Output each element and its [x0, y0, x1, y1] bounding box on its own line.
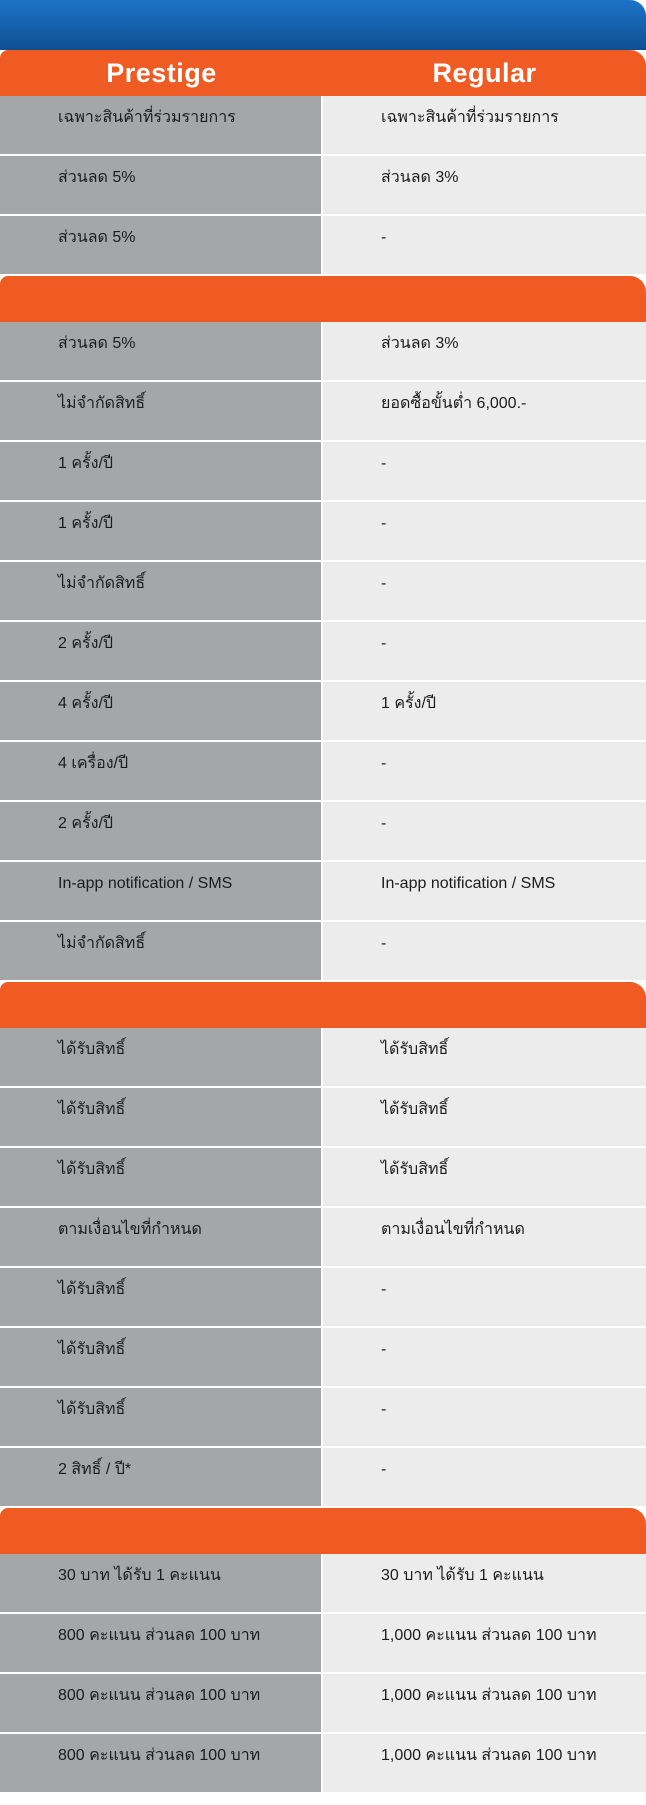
- table-row: [0, 1554, 646, 1614]
- section-bar-4: [0, 1508, 646, 1554]
- prestige-cell: ส่วนลด 5%: [0, 322, 321, 380]
- prestige-cell: 30 บาท ได้รับ 1 คะแนน: [0, 1554, 321, 1612]
- regular-cell: ส่วนลด 3%: [323, 156, 646, 214]
- tier-header: [0, 50, 646, 96]
- table-row: [0, 156, 646, 216]
- prestige-cell: ไม่จำกัดสิทธิ์: [0, 562, 321, 620]
- table-row: [0, 562, 646, 622]
- prestige-cell: 1 ครั้ง/ปี: [0, 502, 321, 560]
- table-row: [0, 1448, 646, 1508]
- regular-cell: ได้รับสิทธิ์: [323, 1088, 646, 1146]
- table-row: [0, 622, 646, 682]
- table-row: [0, 382, 646, 442]
- regular-cell: เฉพาะสินค้าที่ร่วมรายการ: [323, 96, 646, 154]
- prestige-cell: 800 คะแนน ส่วนลด 100 บาท: [0, 1614, 321, 1672]
- prestige-cell: ตามเงื่อนไขที่กำหนด: [0, 1208, 321, 1266]
- top-banner: [0, 0, 646, 50]
- prestige-cell: เฉพาะสินค้าที่ร่วมรายการ: [0, 96, 321, 154]
- regular-cell: 1,000 คะแนน ส่วนลด 100 บาท: [323, 1614, 646, 1672]
- table-row: [0, 1614, 646, 1674]
- table-row: [0, 1674, 646, 1734]
- table-row: [0, 216, 646, 276]
- table-row: [0, 682, 646, 742]
- prestige-cell: ได้รับสิทธิ์: [0, 1268, 321, 1326]
- regular-cell: ตามเงื่อนไขที่กำหนด: [323, 1208, 646, 1266]
- table-row: [0, 862, 646, 922]
- prestige-cell: 800 คะแนน ส่วนลด 100 บาท: [0, 1674, 321, 1732]
- prestige-cell: ได้รับสิทธิ์: [0, 1148, 321, 1206]
- section-bar-3: [0, 982, 646, 1028]
- prestige-cell: ได้รับสิทธิ์: [0, 1388, 321, 1446]
- table-row: [0, 922, 646, 982]
- section-bar-2: [0, 276, 646, 322]
- table-row: [0, 1328, 646, 1388]
- prestige-cell: 4 ครั้ง/ปี: [0, 682, 321, 740]
- regular-cell: -: [323, 1388, 646, 1446]
- table-row: [0, 322, 646, 382]
- regular-cell: -: [323, 802, 646, 860]
- regular-cell: -: [323, 1268, 646, 1326]
- table-row: [0, 1388, 646, 1448]
- prestige-cell: ได้รับสิทธิ์: [0, 1328, 321, 1386]
- regular-cell: ได้รับสิทธิ์: [323, 1148, 646, 1206]
- regular-cell: 1,000 คะแนน ส่วนลด 100 บาท: [323, 1674, 646, 1732]
- regular-cell: In-app notification / SMS: [323, 862, 646, 920]
- prestige-cell: ไม่จำกัดสิทธิ์: [0, 922, 321, 980]
- regular-cell: ยอดซื้อขั้นต่ำ 6,000.-: [323, 382, 646, 440]
- regular-cell: -: [323, 1448, 646, 1506]
- table-row: [0, 802, 646, 862]
- regular-cell: -: [323, 922, 646, 980]
- regular-cell: -: [323, 1328, 646, 1386]
- regular-cell: -: [323, 742, 646, 800]
- table-row: [0, 442, 646, 502]
- regular-cell: -: [323, 216, 646, 274]
- table-row: [0, 1734, 646, 1794]
- table-row: [0, 1208, 646, 1268]
- regular-cell: -: [323, 442, 646, 500]
- regular-cell: -: [323, 622, 646, 680]
- prestige-cell: ส่วนลด 5%: [0, 216, 321, 274]
- table-row: [0, 502, 646, 562]
- prestige-cell: 2 ครั้ง/ปี: [0, 622, 321, 680]
- prestige-cell: 2 ครั้ง/ปี: [0, 802, 321, 860]
- prestige-cell: ได้รับสิทธิ์: [0, 1088, 321, 1146]
- regular-cell: -: [323, 502, 646, 560]
- prestige-cell: ส่วนลด 5%: [0, 156, 321, 214]
- prestige-cell: 800 คะแนน ส่วนลด 100 บาท: [0, 1734, 321, 1792]
- prestige-cell: 2 สิทธิ์ / ปี*: [0, 1448, 321, 1506]
- regular-cell: ได้รับสิทธิ์: [323, 1028, 646, 1086]
- prestige-cell: 4 เครื่อง/ปี: [0, 742, 321, 800]
- prestige-column-title: Prestige: [106, 57, 217, 88]
- regular-cell: 1 ครั้ง/ปี: [323, 682, 646, 740]
- table-row: [0, 1148, 646, 1208]
- table-row: [0, 1088, 646, 1148]
- table-row: [0, 1028, 646, 1088]
- regular-cell: ส่วนลด 3%: [323, 322, 646, 380]
- prestige-cell: 1 ครั้ง/ปี: [0, 442, 321, 500]
- regular-cell: 30 บาท ได้รับ 1 คะแนน: [323, 1554, 646, 1612]
- prestige-cell: In-app notification / SMS: [0, 862, 321, 920]
- prestige-cell: ไม่จำกัดสิทธิ์: [0, 382, 321, 440]
- table-row: [0, 96, 646, 156]
- regular-cell: -: [323, 562, 646, 620]
- table-row: [0, 1268, 646, 1328]
- regular-column-title: Regular: [432, 57, 537, 88]
- table-row: [0, 742, 646, 802]
- prestige-cell: ได้รับสิทธิ์: [0, 1028, 321, 1086]
- regular-cell: 1,000 คะแนน ส่วนลด 100 บาท: [323, 1734, 646, 1792]
